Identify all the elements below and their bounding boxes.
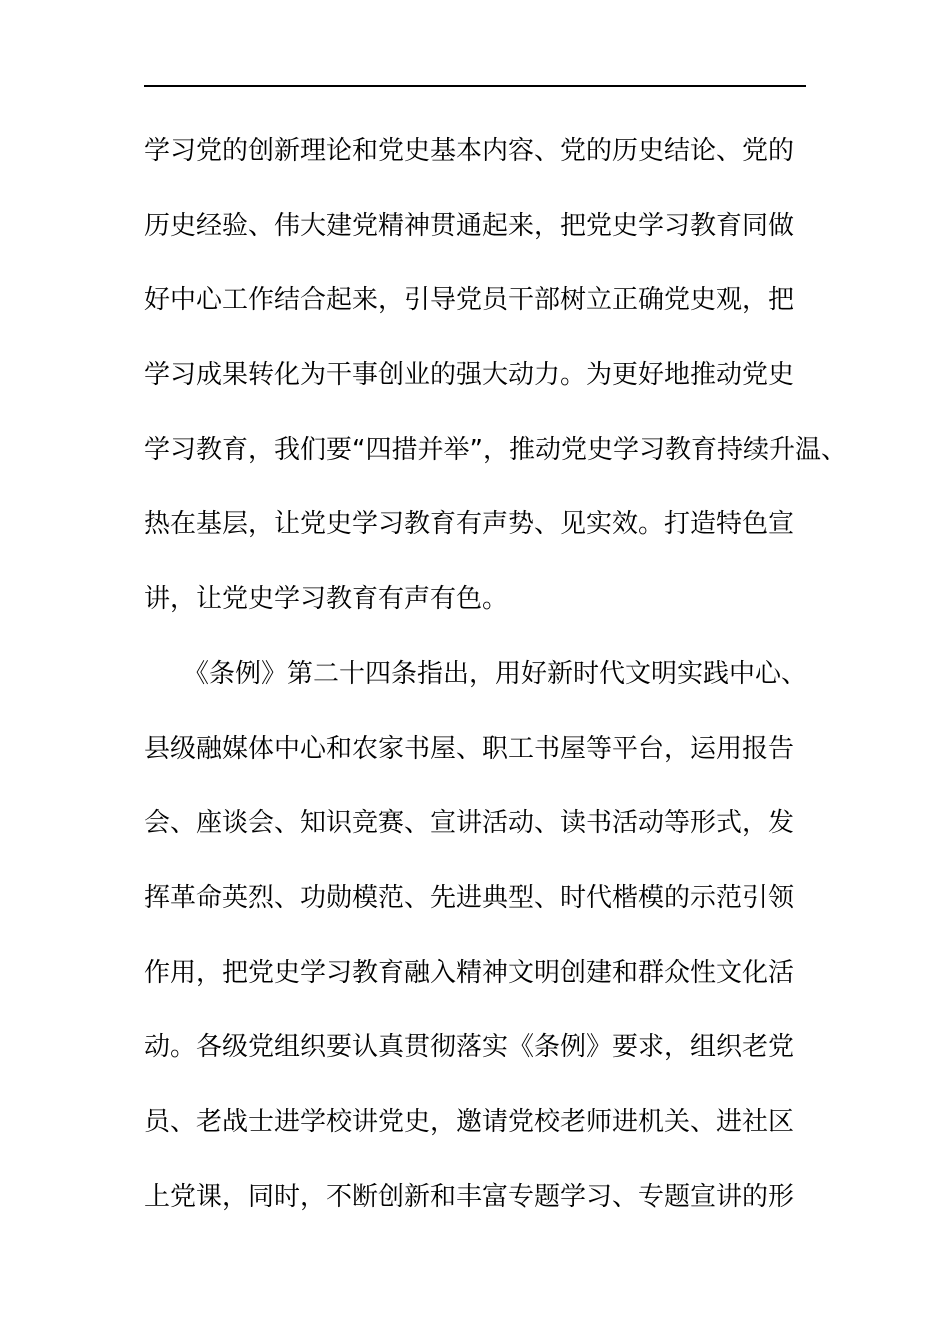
text-line: 热在基层，让党史学习教育有声势、见实效。打造特色宣 — [144, 509, 795, 540]
text-line: 好中心工作结合起来，引导党员干部树立正确党史观，把 — [144, 285, 795, 316]
text-line: 员、老战士进学校讲党史，邀请党校老师进机关、进社区 — [144, 1106, 795, 1137]
text-line: 学习党的创新理论和党史基本内容、党的历史结论、党的 — [144, 136, 795, 166]
text-line: 学习成果转化为干事创业的强大动力。为更好地推动党史 — [144, 360, 795, 391]
text-line: 动。各级党组织要认真贯彻落实《条例》要求，组织老党 — [144, 1032, 795, 1063]
header-rule — [144, 85, 806, 87]
text-line: 《条例》第二十四条指出，用好新时代文明实践中心、 — [144, 658, 808, 689]
text-line: 历史经验、伟大建党精神贯通起来，把党史学习教育同做 — [144, 210, 795, 241]
text-line: 上党课，同时，不断创新和丰富专题学习、专题宣讲的形 — [144, 1181, 795, 1212]
body-text — [144, 114, 847, 1234]
text-line: 讲，让党史学习教育有声有色。 — [144, 584, 509, 615]
text-line: 学习教育，我们要“四措并举”，推动党史学习教育持续升温、 — [144, 434, 847, 465]
text-line: 县级融媒体中心和农家书屋、职工书屋等平台，运用报告 — [144, 733, 795, 764]
text-line: 作用，把党史学习教育融入精神文明创建和群众性文化活 — [144, 957, 795, 988]
text-line: 会、座谈会、知识竞赛、宣讲活动、读书活动等形式，发 — [144, 808, 795, 839]
text-line: 挥革命英烈、功勋模范、先进典型、时代楷模的示范引领 — [144, 882, 795, 913]
